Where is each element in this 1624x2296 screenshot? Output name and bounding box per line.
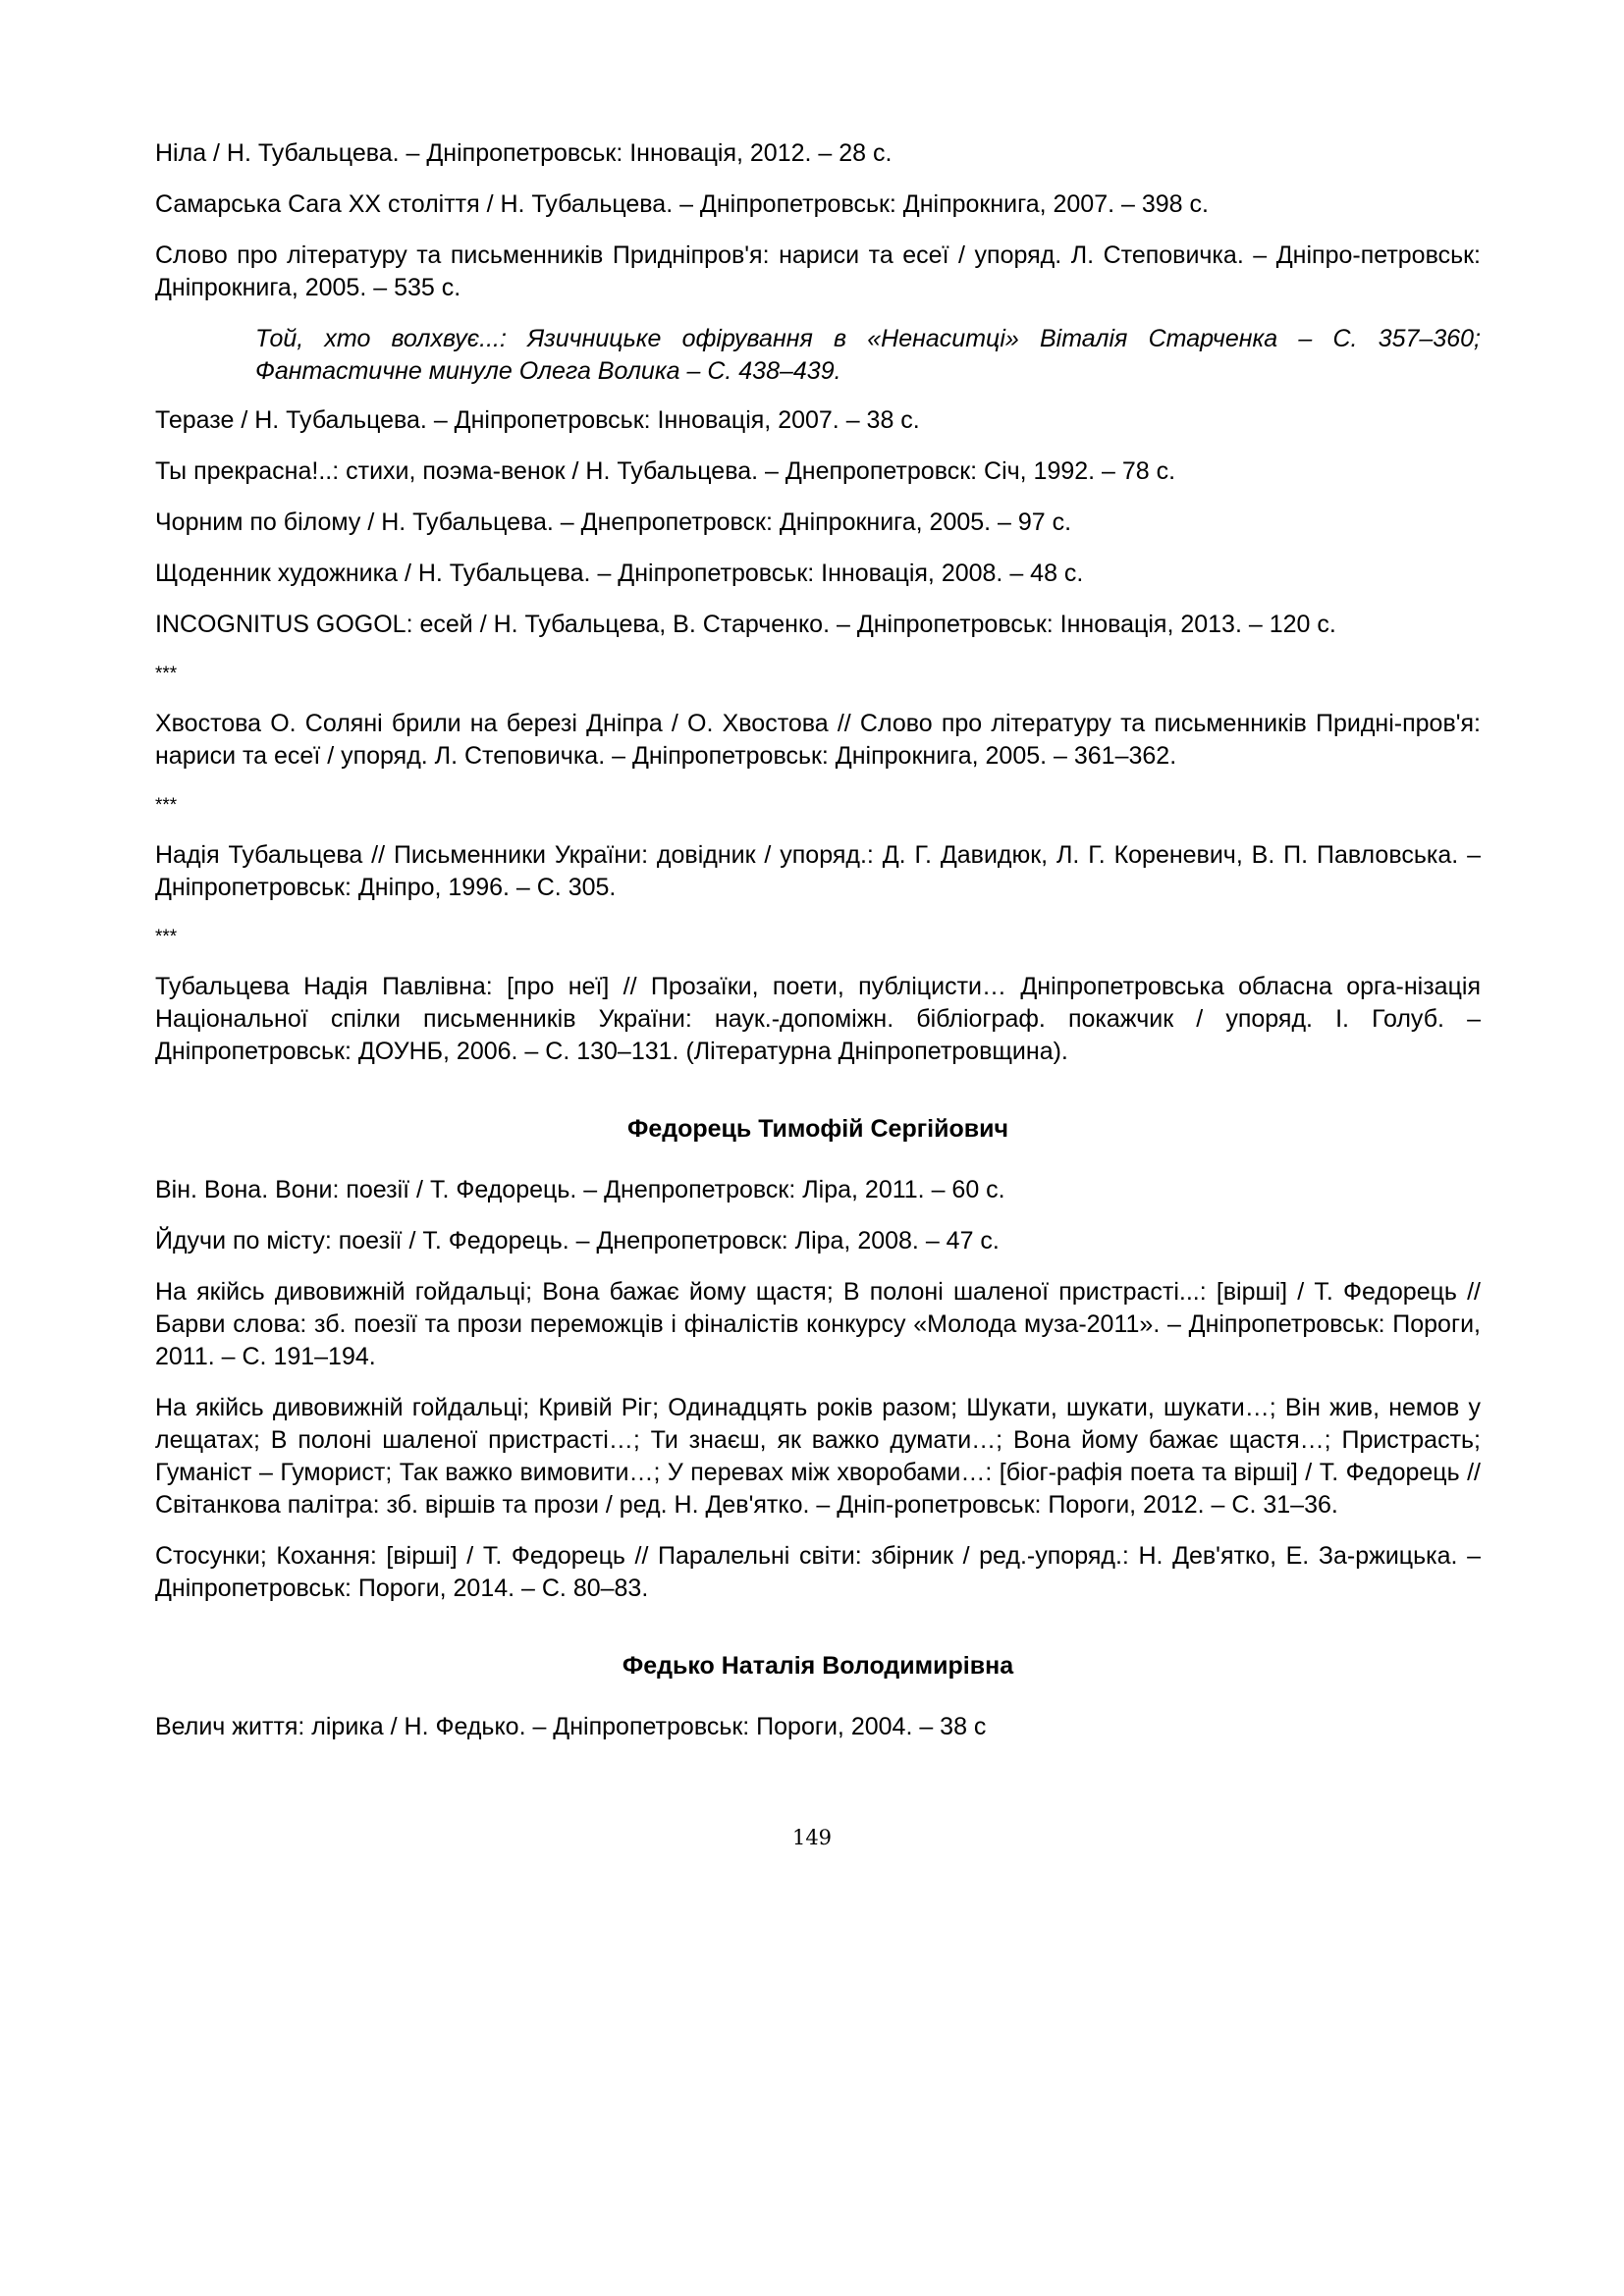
bibliography-entry: На якійсь дивовижній гойдальці; Кривій Ріг; Одинадцять років разом; Шукати, шукати, шукати…; Він жив, немов у лещатах; В полоні шаленої пристрасті…; Ти знаєш, як важко думати…; Вона йому бажає щастя…; Пристрасть; Гуманіст – Гуморист; Так важко вимовити…; У перевах між хворобами…: [біог-рафія поета та вірші] / Т. Федорець // Світанкова палітра: зб. віршів та прози / ред. Н. Дев'ятко. – Дніп-ропетровськ: Пороги, 2012. – С. 31–36. — [155, 1394, 1481, 1519]
bibliography-entry: Теразе / Н. Тубальцева. – Дніпропетровськ: Інновація, 2007. – 38 с. — [155, 406, 920, 434]
bibliography-entry: Слово про літературу та письменників Придніпров'я: нариси та есеї / упоряд. Л. Степовичка. – Дніпро-петровськ: Дніпрокнига, 2005. – 535 с. — [155, 241, 1481, 301]
bibliography-entry: На якійсь дивовижній гойдальці; Вона бажає йому щастя; В полоні шаленої пристрасті...: [вірші] / Т. Федорець // Барви слова: зб. поезії та прози переможців і фіналістів конкурсу «Молода муза-2011». – Дніпропетровськ: Пороги, 2011. – С. 191–194. — [155, 1278, 1481, 1370]
bibliography-entry: Йдучи по місту: поезії / Т. Федорець. – Днепропетровск: Ліра, 2008. – 47 с. — [155, 1227, 1000, 1255]
bibliography-entry: Самарська Сага ХХ століття / Н. Тубальцева. – Дніпропетровськ: Дніпрокнига, 2007. – 398 с. — [155, 190, 1209, 218]
document-page — [155, 137, 1481, 1762]
document-content — [155, 137, 1481, 1743]
bibliography-entry: INCOGNITUS GOGOL: есей / Н. Тубальцева, В. Старченко. – Дніпропетровськ: Інновація, 2013. – 120 с. — [155, 611, 1336, 638]
bibliography-entry: Щоденник художника / Н. Тубальцева. – Дніпропетровськ: Інновація, 2008. – 48 с. — [155, 560, 1084, 587]
bibliography-entry: Він. Вона. Вони: поезії / Т. Федорець. – Днепропетровск: Ліра, 2011. – 60 с. — [155, 1176, 1005, 1203]
bibliography-entry: Стосунки; Кохання: [вірші] / Т. Федорець // Паралельні світи: збірник / ред.-упоряд.: Н. Дев'ятко, Е. За-ржицька. – Дніпропетровськ: Пороги, 2014. – С. 80–83. — [155, 1542, 1481, 1602]
bibliography-entry: Хвостова О. Соляні брили на березі Дніпра / О. Хвостова // Слово про літературу та письменників Придні-пров'я: нариси та есеї / упоряд. Л. Степовичка. – Дніпропетровськ: Дніпрокнига, 2005. – 361–362. — [155, 710, 1481, 770]
bibliography-entry: Ніла / Н. Тубальцева. – Дніпропетровськ: Інновація, 2012. – 28 с. — [155, 139, 893, 167]
page-number: 149 — [791, 1826, 833, 1849]
bibliography-entry: Велич життя: лірика / Н. Федько. – Дніпропетровськ: Пороги, 2004. – 38 с — [155, 1713, 987, 1740]
bibliography-entry: Ты прекрасна!..: стихи, поэма-венок / Н. Тубальцева. – Днепропетровск: Січ, 1992. – 78 с. — [155, 457, 1176, 485]
bibliography-entry: Надія Тубальцева // Письменники України: довідник / упоряд.: Д. Г. Давидюк, Л. Г. Кореневич, В. П. Павловська. – Дніпропетровськ: Дніпро, 1996. – С. 305. — [155, 841, 1481, 901]
separator-stars: *** — [155, 927, 178, 947]
section-heading: Федько Наталія Володимирівна — [622, 1652, 1014, 1680]
section-heading: Федорець Тимофій Сергійович — [627, 1115, 1008, 1143]
bibliography-entry: Тубальцева Надія Павлівна: [про неї] // Прозаїки, поети, публіцисти… Дніпропетровська обласна орга-нізація Національної спілки письменників України: наук.-допоміжн. бібліограф. покажчик / упоряд. І. Голуб. – Дніпропетровськ: ДОУНБ, 2006. – С. 130–131. (Літературна Дніпропетровщина). — [155, 973, 1481, 1065]
separator-stars: *** — [155, 795, 178, 816]
bibliography-entry: Чорним по білому / Н. Тубальцева. – Днепропетровск: Дніпрокнига, 2005. – 97 с. — [155, 508, 1072, 536]
separator-stars: *** — [155, 664, 178, 684]
sub-entry: Той, хто волхвує...: Язичницьке офірування в «Ненаситці» Віталія Старченка – С. 357–360; Фантастичне минуле Олега Волика – С. 438–439. — [255, 325, 1481, 385]
